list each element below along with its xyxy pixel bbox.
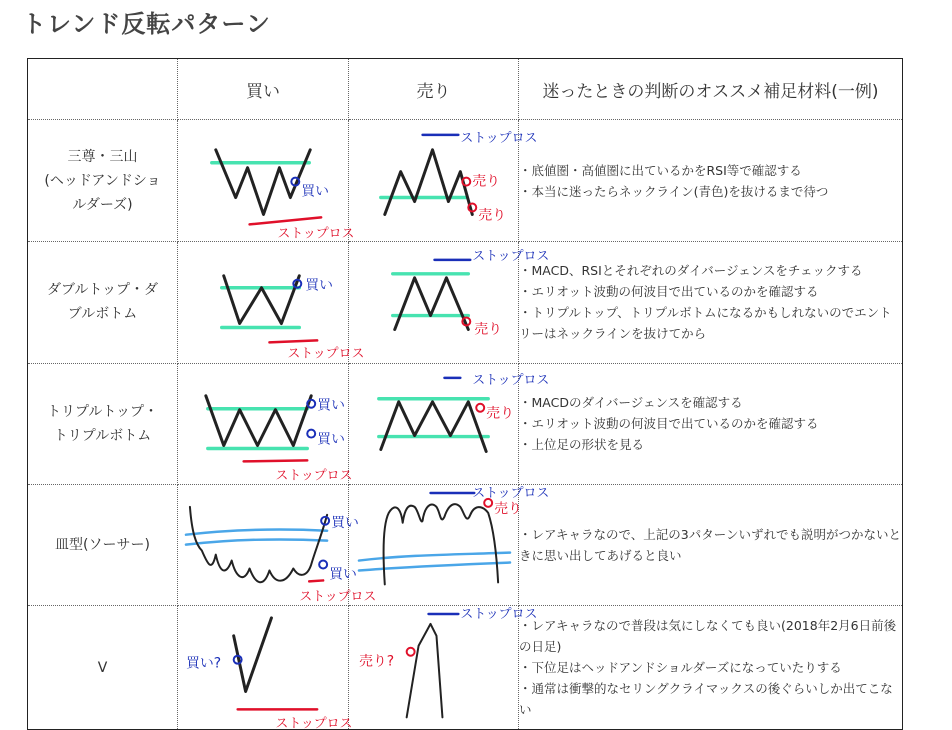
stop-loss-label: ストップロス [460,607,538,623]
table-row [28,363,903,484]
page-title: トレンド反転パターン [22,10,271,38]
header-sell: 売り [349,59,519,120]
notes-triple: ・MACDのダイバージェンスを確認する ・エリオット波動の何波目で出ているのかを確認する ・上位足の形状を見る [519,363,903,484]
row-name-saucer: 皿型(ソーサー) [28,484,178,605]
buy-sketch-triple-bottom [178,363,353,484]
notes-saucer: ・レアキャラなので、上記の3パターンいずれでも説明がつかないときに思い出してあげると良い [519,484,903,605]
row-name-double: ダブルトップ・ダ ブルボトム [28,242,178,363]
header-notes: 迷ったときの判断のオススメ補足材料(一例) [519,59,903,120]
sell-label: 売り [494,500,522,517]
buy-label: 買い [317,431,345,448]
table-row [28,120,903,242]
buy-question-label: 買い? [185,655,222,672]
table-header-row [28,59,903,120]
sell-sketch-triple-top [349,363,550,484]
row-name-triple: トリプルトップ・ トリプルボトム [28,363,178,484]
sell-label: 売り [472,173,501,190]
buy-label: 買い [301,183,330,200]
row-name-head-and-shoulders: 三尊・三山 (ヘッドアンドショ ルダーズ) [28,120,178,242]
table-row [28,606,903,730]
sell-label: 売り [478,207,507,224]
table-row [28,484,903,605]
sell-sketch-double-top [349,242,550,363]
header-buy: 買い [178,59,349,120]
buy-label: 買い [317,397,345,414]
notes-double: ・MACD、RSIとそれぞれのダイバージェンスをチェックする ・エリオット波動の何波目で出ているのかを確認する ・トリプルトップ、トリプルボトムになるかもしれないのでエントリーはネックラインを抜けてから [519,242,903,363]
sell-question-label: 売り? [358,653,395,670]
buy-label: 買い [329,566,357,583]
sell-sketch-head-and-shoulders [349,120,538,242]
stop-loss-label: ストップロス [460,130,538,146]
buy-sketch-saucer [178,484,377,605]
buy-label: 買い [331,514,359,531]
stop-loss-label: ストップロス [472,249,550,265]
notes-head-and-shoulders: ・底値圏・高値圏に出ているかをRSI等で確認する ・本当に迷ったらネックライン(青色)を抜けるまで待つ [519,120,903,242]
buy-sketch-v [178,606,353,730]
stop-loss-label: ストップロス [472,485,550,501]
stop-loss-label: ストップロス [275,716,353,730]
sell-label: 売り [474,321,503,338]
buy-label: 買い [305,277,334,294]
stop-loss-label: ストップロス [275,467,353,483]
sell-label: 売り [486,405,514,422]
stop-loss-label: ストップロス [472,372,550,388]
buy-sketch-double-bottom [178,242,365,363]
stop-loss-label: ストップロス [299,589,377,605]
buy-sketch-head-and-shoulders [178,120,355,242]
pattern-table [27,58,903,730]
stop-loss-label: ストップロス [277,226,355,242]
header-pattern [28,59,178,120]
stop-loss-label: ストップロス [287,346,365,362]
notes-v: ・レアキャラなので普段は気にしなくても良い(2018年2月6日前後の日足) ・下位足はヘッドアンドショルダーズになっていたりする ・通常は衝撃的なセリングクライマックスの後ぐらいしか出てこない [519,606,903,730]
row-name-v: V [28,606,178,730]
sell-sketch-v [349,606,538,730]
sell-sketch-saucer [349,484,550,605]
table-row [28,242,903,363]
